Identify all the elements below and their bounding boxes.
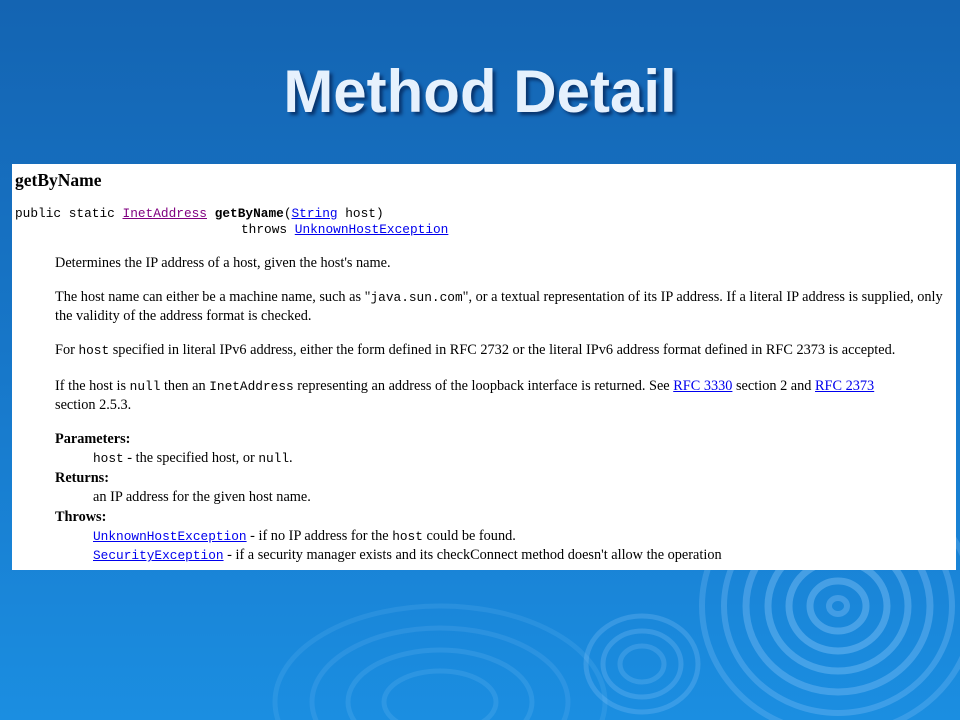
description-text: representing an address of the loopback interface is returned. See [293, 378, 674, 394]
ripple-ring [348, 650, 532, 720]
parameters-label: Parameters: [55, 431, 131, 447]
method-tags [55, 430, 956, 566]
ripple-ring [620, 646, 664, 682]
parameter-item [93, 449, 956, 468]
ripple-group-left [275, 606, 605, 720]
throws-text: - if no IP address for the [246, 528, 393, 545]
returns-text: an IP address for the given host name. [93, 489, 311, 506]
inline-code: null [258, 451, 290, 467]
rfc-3330-link[interactable]: RFC 3330 [673, 378, 733, 394]
throws-text: - if a security manager exists and its checkConnect method doesn't allow the operation [223, 547, 722, 564]
ripple-ring [829, 598, 847, 614]
unknownhostexception-link[interactable]: UnknownHostException [93, 529, 247, 545]
description-ipv6 [55, 341, 956, 360]
signature-line [15, 206, 956, 222]
description-text: specified in literal IPv6 address, either the form defined in RFC 2732 or the literal IPv6 address format defined in RFC 2373 is accepted. [109, 342, 896, 358]
javadoc-screenshot [12, 164, 956, 570]
description-text: ", or a textual representation of its IP address. If a literal IP address is supplied, only [462, 289, 943, 305]
throws-item [93, 527, 956, 546]
inline-code: null [129, 379, 161, 394]
ripple-ring [275, 606, 605, 720]
description-summary: Determines the IP address of a host, given the host's name. [55, 255, 391, 271]
description-host-name [55, 288, 956, 326]
throws-item [93, 546, 956, 565]
inline-code: host [93, 451, 124, 467]
ripple-ring [789, 561, 887, 651]
description-loopback [55, 377, 956, 415]
slide-title: Method Detail [283, 58, 677, 125]
description-text: The host name can either be a machine name, such as " [55, 289, 371, 305]
method-signature [15, 206, 956, 238]
string-link[interactable]: String [291, 206, 338, 221]
signature-method-name: getByName [214, 206, 284, 221]
parameter-text: - the specified host, or [123, 450, 259, 467]
inline-code: host [392, 529, 423, 545]
throws-label: Throws: [55, 508, 107, 525]
description-text: section 2.5.3. [55, 397, 132, 413]
description-text: section 2 and [732, 378, 816, 394]
description-text: then an [160, 378, 210, 394]
method-heading: getByName [15, 170, 102, 190]
ripple-ring [810, 581, 866, 631]
rfc-2373-link[interactable]: RFC 2373 [815, 378, 875, 394]
signature-modifiers: public static [15, 206, 123, 221]
inline-code: java.sun.com [370, 290, 463, 305]
inetaddress-link[interactable]: InetAddress [122, 206, 207, 221]
signature-param-name: host) [337, 206, 384, 221]
throws-keyword: throws [241, 222, 295, 237]
description-text: For [55, 342, 79, 358]
parameter-text: . [289, 450, 293, 467]
signature-open-paren: ( [283, 206, 292, 221]
unknownhostexception-link[interactable]: UnknownHostException [294, 222, 449, 237]
description-text: the validity of the address format is checked. [55, 308, 312, 324]
signature-throws-line [15, 222, 956, 238]
ripple-ring [384, 671, 496, 720]
returns-label: Returns: [55, 469, 110, 486]
throws-text: could be found. [422, 528, 516, 545]
inline-code: InetAddress [209, 379, 294, 394]
securityexception-link[interactable]: SecurityException [93, 548, 224, 564]
ripple-ring [603, 631, 681, 697]
description-text: If the host is [55, 378, 130, 394]
inline-code: host [78, 343, 110, 358]
